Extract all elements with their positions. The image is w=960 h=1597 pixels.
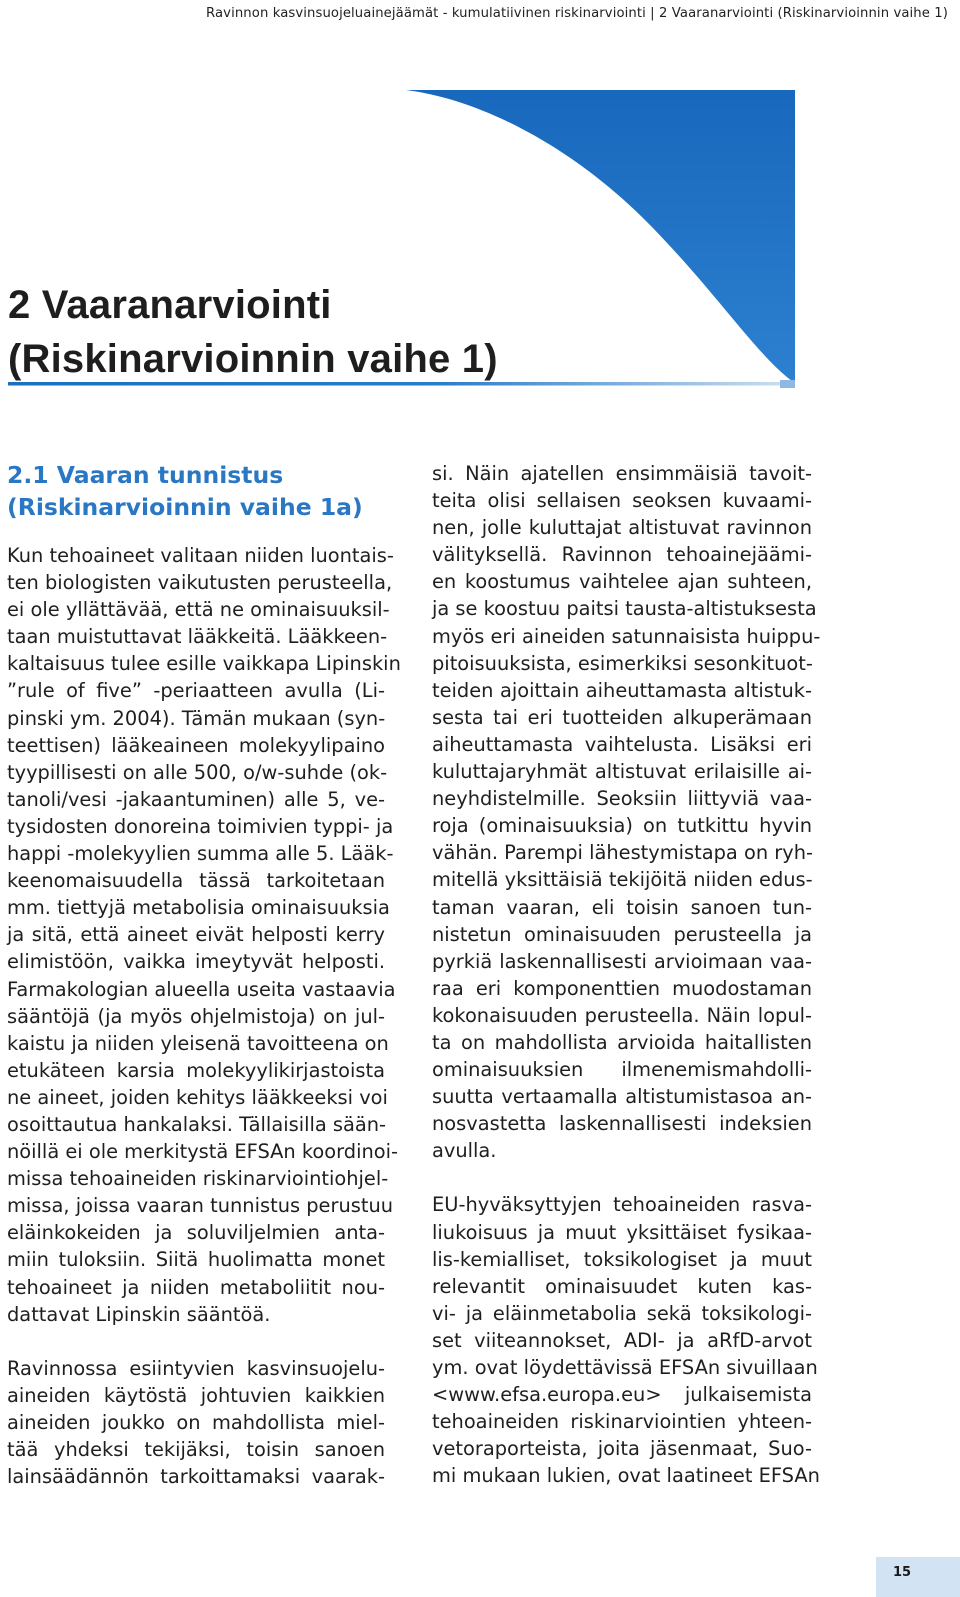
text-line: tää yhdeksi tekijäksi, toisin sanoen [7,1438,385,1461]
text-line: liukoisuus ja muut yksittäiset fysikaa- [432,1220,812,1244]
text-line: set viiteannokset, ADI- ja aRfD-arvot [432,1328,812,1352]
text-line: Kun tehoaineet valitaan niiden luontais- [7,544,394,567]
chapter-title [8,278,498,386]
text-line: suutta vertaamalla altistumistasoa an- [432,1085,812,1109]
text-line: kokonaisuuden perusteella. Näin lopul- [432,1003,812,1027]
left-column [7,542,401,1490]
text-line: relevantit ominaisuudet kuten kas- [432,1274,812,1298]
right-paragraph-2 [432,1191,820,1489]
text-line: missa, joissa vaaran tunnistus perustuu [7,1194,394,1218]
text-line: ta on mahdollista arvioida haitallisten [432,1030,812,1054]
text-line: teettisen) lääkeaineen molekyylipaino [7,733,385,757]
right-paragraph-1 [432,460,821,1164]
text-line: avulla. [432,1139,497,1163]
text-line: taan muistuttavat lääkkeitä. Lääkkeen- [7,625,388,649]
text-line: pyrkiä laskennallisesti arvioimaan vaa- [432,949,812,973]
text-line: ja sitä, että aineet eivät helposti kerry [7,923,385,947]
text-line: tyypillisesti on alle 500, o/w-suhde (ok- [7,760,388,784]
text-line: pitoisuuksista, esimerkiksi sesonkituot- [432,651,813,675]
section-heading [7,459,407,523]
text-line: lis-kemialliset, toksikologiset ja muut [432,1247,812,1271]
text-line: neyhdistelmille. Seoksiin liittyviä vaa- [432,787,812,811]
text-line: aiheuttamasta vaihtelusta. Lisäksi eri [432,732,812,756]
right-column [432,460,821,1489]
running-header: Ravinnon kasvinsuojeluainejäämät - kumulatiivinen riskinarviointi | 2 Vaaranarviointi (Riskinarvioinnin vaihe 1) [206,6,948,21]
text-line: missa tehoaineiden riskinarviointiohjel- [7,1167,389,1191]
text-line: teita olisi sellaisen seoksen kuvaami- [432,489,812,513]
text-line: Ravinnossa esiintyvien kasvinsuojelu- [7,1356,385,1380]
text-line: Farmakologian alueella useita vastaavia [7,977,396,1001]
text-line: aineiden käytöstä johtuvien kaikkien [7,1383,385,1407]
text-line: sääntöjä (ja myös ohjelmistoja) on jul- [7,1004,385,1028]
text-line: en koostumus vaihtelee ajan suhteen, [432,570,812,594]
text-line: tehoaineiden riskinarviointien yhteen- [432,1410,812,1434]
text-line: ja se koostuu paitsi tausta-altistuksesta [432,597,817,621]
left-paragraph-2 [7,1355,385,1490]
text-line: tehoaineet ja niiden metaboliitit nou- [7,1275,385,1299]
left-paragraph-1 [7,542,401,1328]
page-number-tab [876,1557,960,1597]
text-line: lainsäädännön tarkoittamaksi vaarak- [7,1465,385,1489]
text-line: nosvastetta laskennallisesti indeksien [432,1112,812,1136]
text-line: tysidosten donoreina toimivien typpi- ja [7,814,394,838]
text-line: elimistöön, vaikka imeytyvät helposti. [7,950,385,974]
text-line: raa eri komponenttien muodostaman [432,976,812,1000]
text-line: etukäteen karsia molekyylikirjastoista [7,1058,385,1082]
text-line: ne aineet, joiden kehitys lääkkeeksi voi [7,1085,388,1109]
text-line: mi mukaan lukien, ovat laatineet EFSAn [432,1464,820,1488]
text-line: mm. tiettyjä metabolisia ominaisuuksia [7,896,390,920]
text-line: ten biologisten vaikutusten perusteella, [7,571,393,595]
text-line: ”rule of five” -periaatteen avulla (Li- [7,679,385,703]
text-line: aineiden joukko on mahdollista miel- [7,1410,385,1434]
page-number: 15 [893,1565,912,1580]
text-line: kuluttajaryhmät altistuvat erilaisille ai- [432,760,812,784]
text-line: osoittautua hankalaksi. Tällaisilla sään- [7,1112,387,1136]
text-line: vähän. Parempi lähestymistapa on ryh- [432,841,814,865]
text-line: nen, jolle kuluttajat altistuvat ravinnon [432,516,812,540]
text-line: kaltaisuus tulee esille vaikkapa Lipinskin [7,652,401,676]
text-line: sesta tai eri tuotteiden alkuperämaan [432,705,812,729]
text-line: vetoraporteista, joita jäsenmaat, Suo- [432,1437,812,1461]
section-heading-line1: 2.1 Vaaran tunnistus [7,461,284,489]
text-line: si. Näin ajatellen ensimmäisiä tavoit- [432,462,812,485]
text-line: ominaisuuksien ilmenemismahdolli- [432,1058,812,1082]
text-line: <www.efsa.europa.eu> julkaisemista [432,1383,812,1407]
text-line: kaistu ja niiden yleisenä tavoitteena on [7,1031,389,1055]
text-line: vi- ja eläinmetabolia sekä toksikologi- [432,1301,812,1325]
text-line: välityksellä. Ravinnon tehoainejäämi- [432,543,812,567]
chapter-title-line2: (Riskinarvioinnin vaihe 1) [8,337,498,381]
text-line: miin tuloksiin. Siitä huolimatta monet [7,1248,385,1272]
text-line: nistetun ominaisuuden perusteella ja [432,922,812,946]
text-line: keenomaisuudella tässä tarkoitetaan [7,869,385,893]
text-line: happi -molekyylien summa alle 5. Lääk- [7,842,394,866]
text-line: ei ole yllättävää, että ne ominaisuuksil- [7,598,390,622]
text-line: teiden ajoittain aiheuttamasta altistuk- [432,678,812,702]
text-line: roja (ominaisuuksia) on tutkittu hyvin [432,814,812,838]
text-line: mitellä yksittäisiä tekijöitä niiden edus- [432,868,813,892]
text-line: dattavat Lipinskin sääntöä. [7,1302,271,1326]
text-line: tanoli/vesi -jakaantuminen) alle 5, ve- [7,787,385,811]
section-heading-line2: (Riskinarvioinnin vaihe 1a) [7,493,363,521]
text-line: eläinkokeiden ja soluviljelmien anta- [7,1221,385,1245]
text-line: EU-hyväksyttyjen tehoaineiden rasva- [432,1193,812,1217]
text-line: myös eri aineiden satunnaisista huippu- [432,624,821,648]
text-line: pinski ym. 2004). Tämän mukaan (syn- [7,706,386,730]
text-line: ym. ovat löydettävissä EFSAn sivuillaan [432,1356,818,1379]
text-line: nöillä ei ole merkitystä EFSAn koordinoi- [7,1140,399,1164]
text-line: taman vaaran, eli toisin sanoen tun- [432,895,812,919]
chapter-title-line1: 2 Vaaranarviointi [8,283,332,327]
